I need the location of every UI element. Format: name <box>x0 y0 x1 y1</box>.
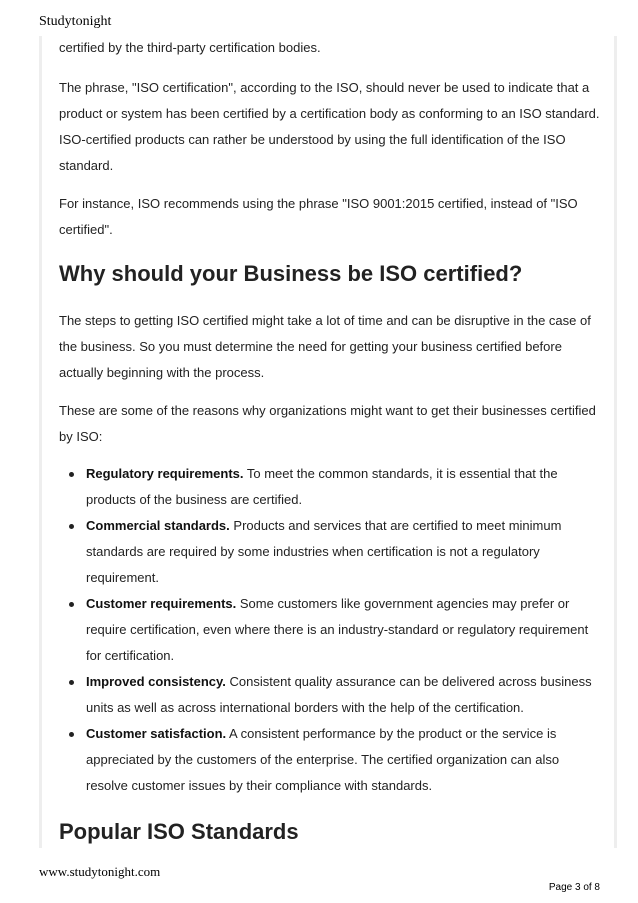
reasons-list <box>59 461 604 799</box>
reason-title: Customer requirements. <box>86 596 237 611</box>
bullet-icon <box>69 732 74 737</box>
footer-url: www.studytonight.com <box>39 864 161 879</box>
heading-popular-standards: Popular ISO Standards <box>59 819 299 844</box>
list-item <box>59 513 604 591</box>
list-item <box>59 669 604 721</box>
reason-text: Products and services that are certified to meet minimum standards are required by some industries when certification is not a regulatory requirement. <box>86 518 562 585</box>
bullet-icon <box>69 524 74 529</box>
reason-title: Regulatory requirements. <box>86 466 244 481</box>
reason-text: A consistent performance by the product or the service is appreciated by the customers of the enterprise. The certified organization can also resolve customer issues by their compliance with standards. <box>86 726 560 793</box>
paragraph-steps: The steps to getting ISO certified might take a lot of time and can be disruptive in the case of the business. So you must determine the need for getting your business certified before actually beginning with the process. <box>59 313 591 380</box>
page-number: Page 3 of 8 <box>548 882 600 893</box>
bullet-icon <box>69 680 74 685</box>
site-name: Studytonight <box>39 14 112 29</box>
bullet-icon <box>69 472 74 477</box>
reason-text: Some customers like government agencies may prefer or require certification, even where there is an industry-standard or regulatory requirement for certification. <box>86 596 589 663</box>
reason-title: Customer satisfaction. <box>86 726 227 741</box>
reason-title: Commercial standards. <box>86 518 230 533</box>
paragraph-reasons-intro: These are some of the reasons why organizations might want to get their businesses certified by ISO: <box>59 403 596 444</box>
paragraph-continued: certified by the third-party certification bodies. <box>59 40 321 55</box>
paragraph-phrase: The phrase, "ISO certification", according to the ISO, should never be used to indicate that a product or system has been certified by a certification body as conforming to an ISO standard. ISO-certified products can rather be understood by using the full identification of the ISO standard. <box>59 80 600 173</box>
article-frame <box>39 36 617 848</box>
reason-text: Consistent quality assurance can be delivered across business units as well as across international borders with the help of the certification. <box>86 674 592 715</box>
bullet-icon <box>69 602 74 607</box>
heading-why-certified: Why should your Business be ISO certified? <box>59 261 523 286</box>
reason-title: Improved consistency. <box>86 674 226 689</box>
list-item <box>59 461 604 513</box>
reason-text: To meet the common standards, it is essential that the products of the business are certified. <box>86 466 558 507</box>
list-item <box>59 591 604 669</box>
paragraph-instance: For instance, ISO recommends using the phrase "ISO 9001:2015 certified, instead of "ISO certified". <box>59 196 578 237</box>
list-item <box>59 721 604 799</box>
